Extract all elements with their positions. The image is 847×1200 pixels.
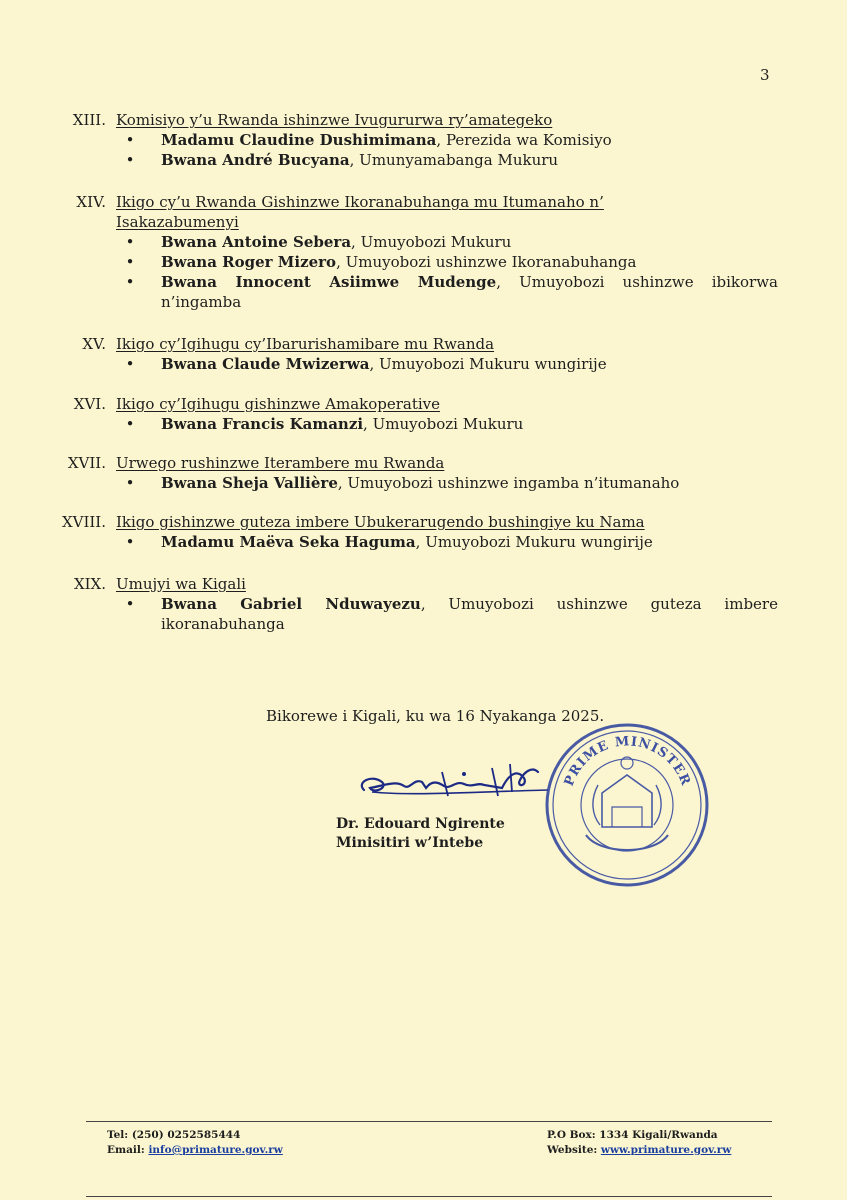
member-name: Bwana André Bucyana <box>161 151 350 169</box>
section-xviii <box>0 512 847 552</box>
member-role: , Umuyobozi Mukuru <box>351 233 512 251</box>
member-role: , Umuyobozi ushinzwe guteza imbere ikoranabuhanga <box>161 595 778 633</box>
member-name: Bwana Gabriel Nduwayezu <box>161 595 421 613</box>
section-number: XVI. <box>73 395 106 413</box>
section-xv <box>0 334 847 374</box>
list-item: • Madamu Maëva Seka Haguma, Umuyobozi Mukuru wungirije <box>125 533 653 551</box>
seal-text: PRIME MINISTER <box>561 734 694 789</box>
footer-email: Email: info@primature.gov.rw <box>107 1144 283 1156</box>
member-name: Bwana Roger Mizero <box>161 253 337 271</box>
section-title: Komisiyo y’u Rwanda ishinzwe Ivugururwa ry’amategeko <box>116 111 553 129</box>
member-name: Bwana Innocent Asiimwe Mudenge <box>161 273 497 291</box>
page-number: 3 <box>760 66 770 84</box>
footer <box>107 1128 747 1158</box>
list-item: • Bwana Innocent Asiimwe Mudenge, Umuyobozi ushinzwe ibikorwa n’ingamba <box>125 273 778 311</box>
section-xiv <box>0 192 847 312</box>
member-role: , Perezida wa Komisiyo <box>436 131 612 149</box>
section-number: XVIII. <box>61 513 106 531</box>
member-name: Bwana Francis Kamanzi <box>161 415 364 433</box>
date-line: Bikorewe i Kigali, ku wa 16 Nyakanga 2025. <box>266 707 605 725</box>
official-seal <box>540 715 715 890</box>
footer-right <box>547 1128 731 1158</box>
member-name: Bwana Claude Mwizerwa <box>161 355 370 373</box>
section-number: XIX. <box>73 575 106 593</box>
member-name: Madamu Maëva Seka Haguma <box>161 533 416 551</box>
section-xix <box>0 574 847 634</box>
section-xvi <box>0 394 847 434</box>
list-item: • Bwana Claude Mwizerwa, Umuyobozi Mukuru wungirije <box>125 355 607 373</box>
member-role: , Umunyamabanga Mukuru <box>349 151 559 169</box>
website-link[interactable]: www.primature.gov.rw <box>600 1144 732 1156</box>
section-number: XIII. <box>72 111 106 129</box>
member-role: , Umuyobozi ushinzwe Ikoranabuhanga <box>336 253 637 271</box>
section-number: XIV. <box>76 193 106 211</box>
section-title: Umujyi wa Kigali <box>116 575 246 593</box>
footer-website: Website: www.primature.gov.rw <box>547 1144 732 1156</box>
signer-name: Dr. Edouard Ngirente <box>336 816 505 832</box>
signature-block <box>336 815 505 853</box>
svg-text:PRIME MINISTER <box>562 734 693 788</box>
section-title: Ikigo cy’Igihugu cy’Ibarurishamibare mu Rwanda <box>116 335 495 353</box>
list-item: • Madamu Claudine Dushimimana, Perezida wa Komisiyo <box>125 131 612 149</box>
member-role: , Umuyobozi ushinzwe ibikorwa n’ingamba <box>161 273 778 311</box>
member-role: , Umuyobozi Mukuru wungirije <box>369 355 607 373</box>
footer-pobox: P.O Box: 1334 Kigali/Rwanda <box>547 1129 718 1141</box>
member-name: Bwana Sheja Vallière <box>161 474 338 492</box>
list-item: • Bwana Antoine Sebera, Umuyobozi Mukuru <box>125 233 512 251</box>
member-name: Madamu Claudine Dushimimana <box>161 131 437 149</box>
section-title: Ikigo cy’u Rwanda Gishinzwe Ikoranabuhanga mu Itumanaho n’ Isakazabumenyi <box>116 193 604 231</box>
section-title: Ikigo gishinzwe guteza imbere Ubukerarugendo bushingiye ku Nama <box>116 513 645 531</box>
section-xiii <box>0 110 847 170</box>
footer-divider-bottom <box>86 1196 772 1197</box>
list-item: • Bwana André Bucyana, Umunyamabanga Mukuru <box>125 151 559 169</box>
list-item: • Bwana Roger Mizero, Umuyobozi ushinzwe Ikoranabuhanga <box>125 253 637 271</box>
email-link[interactable]: info@primature.gov.rw <box>148 1144 283 1156</box>
member-role: , Umuyobozi Mukuru <box>363 415 524 433</box>
section-xvii <box>0 453 847 493</box>
member-name: Bwana Antoine Sebera <box>161 233 352 251</box>
signature-image <box>352 752 552 807</box>
list-item: • Bwana Gabriel Nduwayezu, Umuyobozi ushinzwe guteza imbere ikoranabuhanga <box>125 595 778 633</box>
footer-divider-top <box>86 1121 772 1122</box>
section-title: Ikigo cy’Igihugu gishinzwe Amakoperative <box>116 395 441 413</box>
section-number: XVII. <box>67 454 106 472</box>
signer-title: Minisitiri w’Intebe <box>336 835 484 851</box>
member-role: , Umuyobozi ushinzwe ingamba n’itumanaho <box>337 474 680 492</box>
list-item: • Bwana Sheja Vallière, Umuyobozi ushinzwe ingamba n’itumanaho <box>125 474 680 492</box>
section-title: Urwego rushinzwe Iterambere mu Rwanda <box>116 454 445 472</box>
list-item: • Bwana Francis Kamanzi, Umuyobozi Mukuru <box>125 415 524 433</box>
section-number: XV. <box>82 335 106 353</box>
member-role: , Umuyobozi Mukuru wungirije <box>415 533 653 551</box>
appointments-list <box>0 110 847 634</box>
footer-tel: Tel: (250) 0252585444 <box>107 1129 241 1141</box>
